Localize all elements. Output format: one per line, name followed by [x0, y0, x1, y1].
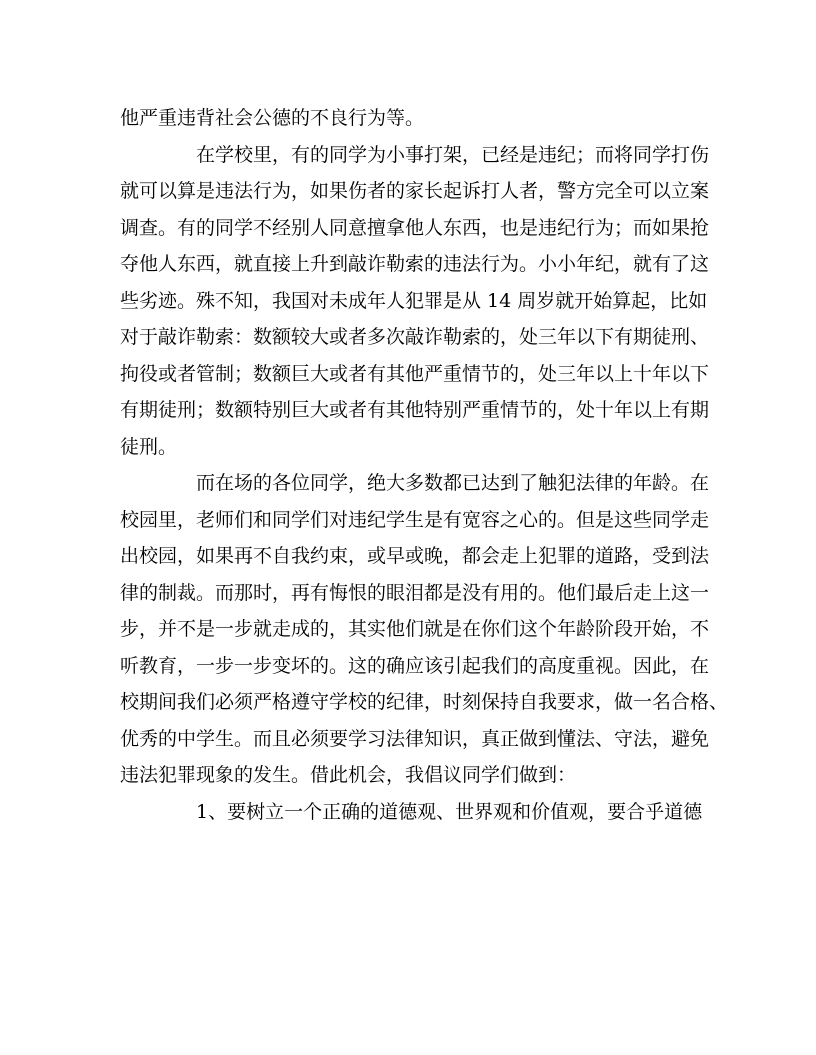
text-line: 徒刑。: [120, 435, 178, 458]
text-line: 就可以算是违法行为，如果伤者的家长起诉打人者，警方完全可以立案: [120, 180, 710, 202]
text-line: 律的制裁。而那时，再有悔恨的眼泪都是没有用的。他们最后走上这一: [120, 581, 710, 604]
text-line: 步，并不是一步就走成的，其实他们就是在你们这个年龄阶段开始，不: [120, 618, 710, 640]
text-line: 违法犯罪现象的发生。借此机会，我倡议同学们做到：: [120, 764, 577, 786]
text-line: 有期徒刑；数额特别巨大或者有其他特别严重情节的，处十年以上有期: [120, 399, 710, 421]
text-line: 优秀的中学生。而且必须要学习法律知识，真正做到懂法、守法，避免: [120, 727, 710, 750]
text-line: 对于敲诈勒索：数额较大或者多次敲诈勒索的，处三年以下有期徒刑、: [120, 326, 710, 348]
text-line: 出校园，如果再不自我约束，或早或晚，都会走上犯罪的道路，受到法: [120, 545, 710, 567]
text-line: 1、要树立一个正确的道德观、世界观和价值观，要合乎道德: [196, 800, 703, 823]
text-line: 他严重违背社会公德的不良行为等。: [120, 107, 425, 129]
text-line: 而在场的各位同学，绝大多数都已达到了触犯法律的年龄。在: [196, 472, 710, 494]
text-line: 拘役或者管制；数额巨大或者有其他严重情节的，处三年以上十年以下: [120, 362, 710, 385]
text-line: 在学校里，有的同学为小事打架，已经是违纪；而将同学打伤: [196, 143, 710, 166]
text-line: 夺他人东西，就直接上升到敲诈勒索的违法行为。小小年纪，就有了这: [120, 253, 710, 275]
text-line: 调查。有的同学不经别人同意擅拿他人东西，也是违纪行为；而如果抢: [120, 216, 710, 239]
text-line: 校园里，老师们和同学们对违纪学生是有宽容之心的。但是这些同学走: [120, 508, 710, 531]
text-line: 些劣迹。殊不知，我国对未成年人犯罪是从 14 周岁就开始算起，比如: [120, 289, 708, 312]
text-line: 听教育，一步一步变坏的。这的确应该引起我们的高度重视。因此，在: [120, 654, 710, 677]
text-line: 校期间我们必须严格遵守学校的纪律，时刻保持自我要求，做一名合格、: [120, 691, 729, 713]
document-body: [120, 100, 729, 830]
